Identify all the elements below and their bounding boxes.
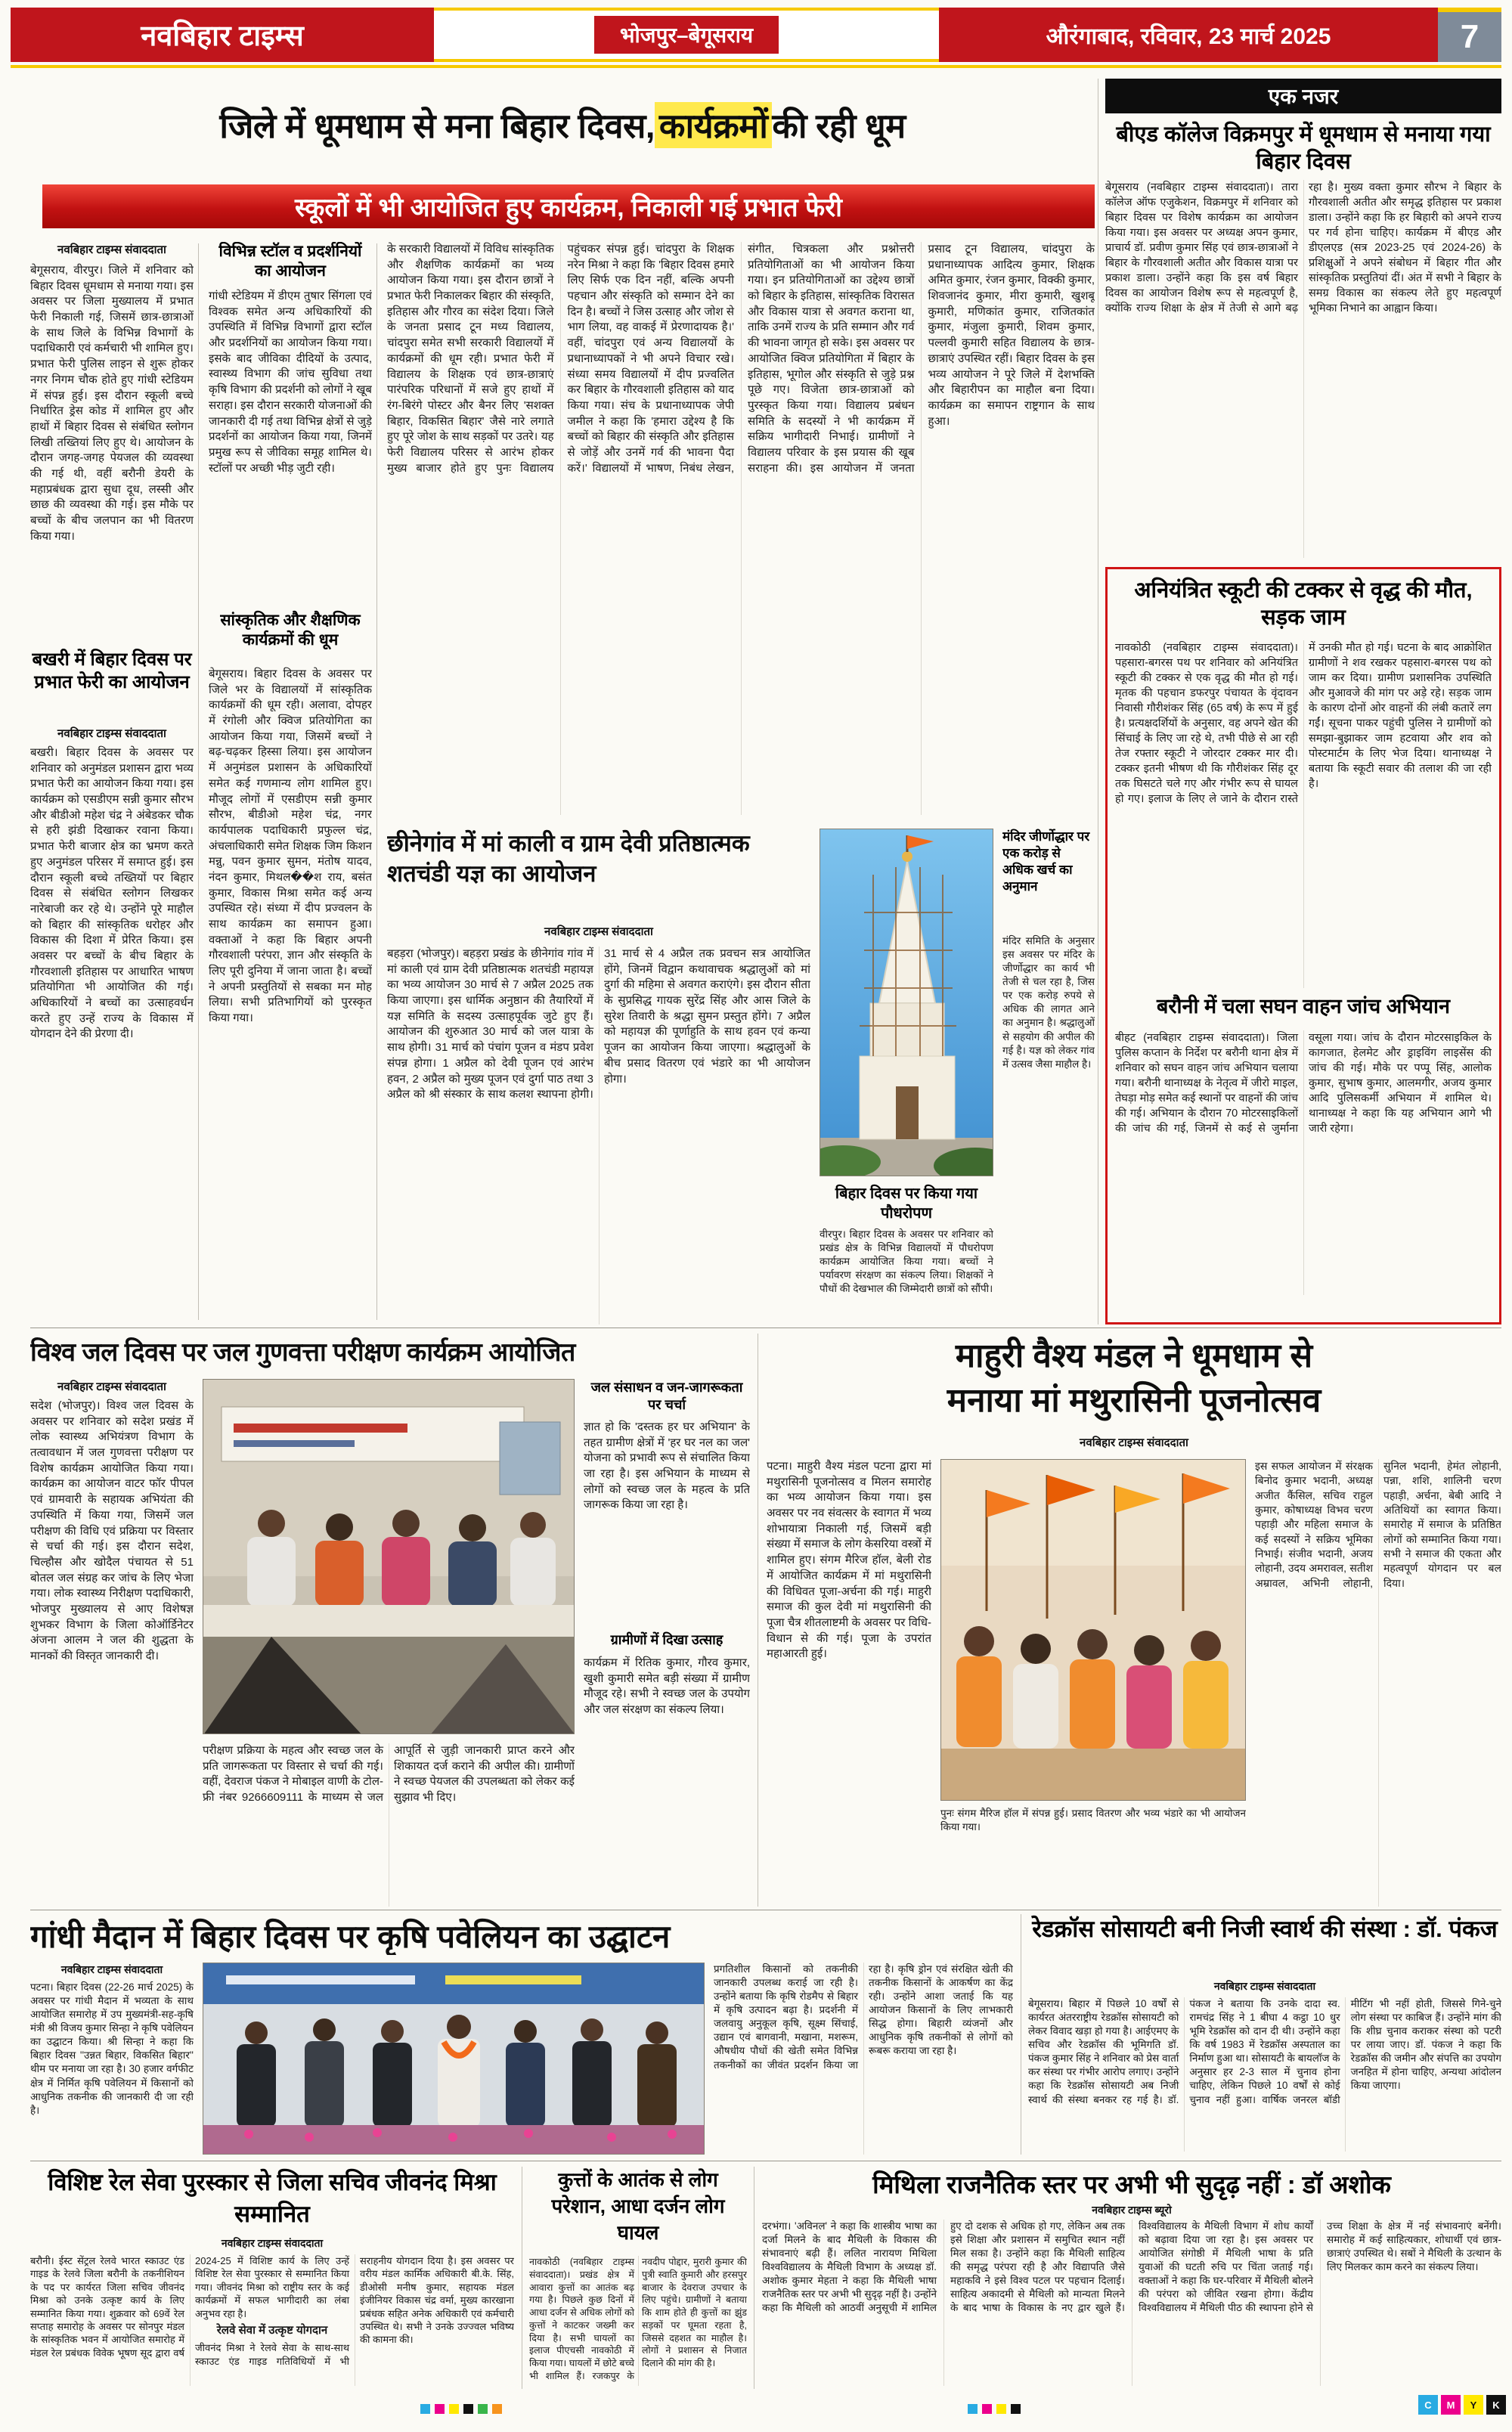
- rail-subhead: रेलवे सेवा में उत्कृष्ट योगदान: [216, 2324, 328, 2338]
- edition-label: भोजपुर–बेगूसराय: [594, 16, 779, 54]
- gandhi-block: [30, 1914, 1013, 2155]
- beed-text: बेगूसराय (नवबिहार टाइम्स संवाददाता)। तारा कॉलेज ऑफ एजुकेशन, विक्रमपुर में शनिवार को बिहार दिवस पर विशेष कार्यक्रम का आयोजन किया गया। इस अवसर पर अध्यक्ष अपन कुमार, प्राचार्य डॉ. प्रवीण कुमार सिंह एवं छात्र-छात्राओं ने बिहार के गौरवशाली अतीत और विकास यात्रा पर प्रकाश डाला। उन्होंने कहा कि इस वर्ष बिहार दिवस का आयोजन विशेष रूप से महत्वपूर्ण है, क्योंकि राज्य शिक्षा के क्षेत्र में तेजी से आगे बढ़ रहा है। मुख्य वक्ता कुमार सौरभ ने बिहार के गौरवशाली अतीत और समृद्ध इतिहास पर प्रकाश डाला। उन्होंने कहा कि हर बिहारी को अपने राज्य पर गर्व होना चाहिए। कार्यक्रम में बीएड और डीएलएड (सत्र 2023-25 एवं 2024-26) के प्रशिक्षुओं ने अपने संबोधन में बिहार गीत और सांस्कृतिक प्रस्तुतियां दीं। अंत में सभी ने बिहार के समग्र विकास का संकल्प लेते हुए महत्वपूर्ण भूमिका निभाने का आह्वान किया।: [1105, 181, 1501, 314]
- green-dot: [478, 2404, 488, 2414]
- yellow-dot: [996, 2404, 1006, 2414]
- redcross-block: [1028, 1914, 1501, 2155]
- black-dot: [1011, 2404, 1021, 2414]
- water-testing-photo: [203, 1379, 575, 1734]
- rail-text-2: जीवनंद मिश्रा ने रेलवे सेवा के साथ-साथ स्काउट एंड गाइड गतिविधियों में भी सराहनीय योगदान दिया है। इस अवसर पर वरीय मंडल कार्मिक अधिकारी बी.के. सिंह, डीओसी मनीष कुमार, सहायक मंडल इंजीनियर विकास चंद्र वर्मा, मुख्य कारखाना प्रबंधक सहित अनेक अधिकारी एवं कर्मचारी उपस्थित थे। सभी ने उनके उज्ज्वल भविष्य की कामना की।: [195, 2255, 514, 2367]
- masthead-bar: [11, 8, 1501, 62]
- bakhri-headline: बखरी में बिहार दिवस पर प्रभात फेरी का आयोजन: [32, 649, 192, 692]
- lead-body-right: के सरकारी विद्यालयों में विविध सांस्कृतिक और शैक्षणिक कार्यक्रमों का भव्य आयोजन किया गया। इस दौरान छात्रों ने प्रभात फेरी निकालकर बिहार की संस्कृति, इतिहास और गौरव का संदेश दिया। जिले के जनता प्रसाद टून मध्य विद्यालय, चांदपुरा समेत सभी सरकारी विद्यालयों में कार्यक्रमों की धूम रही। प्रभात फेरी में विद्यालय के शिक्षक एवं छात्र-छात्राएं पारंपरिक परिधानों में सजे हुए हाथों में रंग-बिरंगे पोस्टर और बैनर लिए 'सशक्त बिहार, विकसित बिहार' जैसे नारे लगाते हुए पूरे जोश के साथ सड़कों पर उतरे। यह फेरी विद्यालय परिसर से आरंभ होकर मुख्य बाजार होते हुए पुनः विद्यालय पहुंचकर संपन्न हुई। चांदपुरा के शिक्षक नरेन मिश्रा ने कहा कि 'बिहार दिवस हमारे लिए सिर्फ एक दिन नहीं, बल्कि अपनी पहचान और संस्कृति को सम्मान देने का दिन है। बच्चों ने जिस उत्साह और जोश से भाग लिया, वह वाकई में प्रेरणादायक है।' वहीं, चांदपुरा एवं अन्य विद्यालयों के प्रधानाध्यापकों ने भी अपने विचार रखे। संध्या समय विद्यालयों में दीप प्रज्वलित कर बिहार के गौरवशाली इतिहास को याद किया गया। संच के प्रधानाध्यापक जेपी जमील ने कहा कि 'हमारा उद्देश्य है कि बच्चों को बिहार की संस्कृति और इतिहास से जोड़ें और उनमें गर्व की भावना पैदा करें।' विद्यालयों में भाषण, निबंध लेखन, संगीत, चित्रकला और प्रश्नोत्तरी प्रतियोगिताओं का भी आयोजन किया गया। इन प्रतियोगिताओं का उद्देश्य छात्रों को बिहार के इतिहास, सांस्कृतिक विरासत और विकास यात्रा से अवगत कराना था, ताकि उनमें राज्य के प्रति सम्मान और गर्व की भावना जागृत हो सके। इस अवसर पर आयोजित क्विज प्रतियोगिता में बिहार के इतिहास, भूगोल और संस्कृति से जुड़े प्रश्न पूछे गए। विजेता छात्र-छात्राओं को पुरस्कृत किया गया। विद्यालय प्रबंधन समिति के सदस्यों ने भी कार्यक्रम में सक्रिय भागीदारी निभाई। ग्रामीणों ने विद्यालय परिवार के इस प्रयास की खूब सराहना की। इस आयोजन में जनता प्रसाद टून विद्यालय, चांदपुरा के प्रधानाध्यापक आदित्य कुमार, शिक्षक अमित कुमार, रंजन कुमार, विक्की कुमार, शिवजानंद कुमार, मीरा कुमारी, खुशबू कुमारी, मणिकांत कुमार, राजितकांत कुमार, मंजुला कुमारी, शिवम कुमार, पल्लवी कुमारी सहित विद्यालय के छात्र-छात्राएं उपस्थित रहीं। बिहार दिवस के इस भव्य आयोजन ने पूरे जिले में देशभक्ति और बिहारीपन का माहौल बना दिया। कार्यक्रम का समापन राष्ट्रगान के साथ हुआ।: [387, 243, 1095, 475]
- gandhi-right-text: प्रगतिशील किसानों को तकनीकी जानकारी उपलब्ध कराई जा रही है। उन्होंने बताया कि कृषि रोडमैप से बिहार में कृषि उत्पादन बढ़ा है। प्रदर्शनी में जलवायु अनुकूल कृषि, सूक्ष्म सिंचाई, उद्यान एवं बागवानी, मखाना, मशरूम, औषधीय पौधों की खेती समेत विभिन्न तकनीकों का जीवंत प्रदर्शन किया जा रहा है। कृषि ड्रोन एवं संरक्षित खेती की तकनीक किसानों के आकर्षण का केंद्र रही। उन्होंने आशा जताई कि यह आयोजन किसानों के लिए लाभकारी सिद्ध होगा। बिहारी व्यंजनों और आधुनिक कृषि तकनीकों से लोगों को रूबरू कराया जा रहा है।: [714, 1963, 1013, 2071]
- rail-text-1: बरौनी। ईस्ट सेंट्रल रेलवे भारत स्काउट एंड गाइड के रेलवे जिला बरौनी के तकनीशियन के पद पर कार्यरत जिला सचिव जीवनंद मिश्रा को उनके उत्कृष्ट कार्य के लिए सम्मानित किया गया। शुक्रवार को 69वें रेल सप्ताह समारोह के अवसर पर सोनपुर मंडल के सांस्कृतिक भवन में आयोजित समारोह में मंडल रेल प्रबंधक विवेक भूषण सूद द्वारा वर्ष 2024-25 में विशिष्ट कार्य के लिए उन्हें विशिष्ट रेल सेवा पुरस्कार से सम्मानित किया गया। जीवनंद मिश्रा को राष्ट्रीय स्तर के कई कार्यक्रमों में सफल भागीदारी का लंबा अनुभव रहा है।: [30, 2255, 349, 2359]
- magenta-dot: [982, 2404, 992, 2414]
- registration-marks-center: [968, 2404, 1021, 2414]
- mandir-column: [1002, 829, 1095, 1324]
- chhinegaon-byline: नवबिहार टाइम्स संवाददाता: [544, 925, 653, 938]
- kutte-block: [529, 2167, 747, 2389]
- temple-photo-art: [820, 829, 993, 1176]
- jal-byline: नवबिहार टाइम्स संवाददाता: [57, 1380, 166, 1393]
- mahuri-byline: नवबिहार टाइम्स संवाददाता: [1080, 1436, 1188, 1449]
- chhinegaon-block: [387, 829, 1095, 1324]
- jal-column-right: [584, 1379, 750, 1907]
- mithila-headline: मिथिला राजनैतिक स्तर पर अभी भी सुदृढ़ नहीं : डॉ अशोक: [872, 2170, 1391, 2198]
- paudharopan-block: [820, 1184, 993, 1324]
- page-number: 7: [1438, 8, 1501, 62]
- jal-utsah-text: कार्यक्रम में रितिक कुमार, गौरव कुमार, खुशी कुमारी समेत बड़ी संख्या में ग्रामीण मौजूद रहे। सभी ने स्वच्छ जल के उपयोग और जल संरक्षण का संकल्प लिया।: [584, 1656, 750, 1717]
- chhinegaon-text: बहड़रा (भोजपुर)। बहड़रा प्रखंड के छीनेगांव गांव में मां काली एवं ग्राम देवी प्रतिष्ठात्मक शतचंडी महायज्ञ का भव्य आयोजन 30 मार्च से 7 अप्रैल 2025 तक किया जाएगा। इस धार्मिक अनुष्ठान की तैयारियों में यज्ञ समिति के सदस्य उत्साहपूर्वक जुटे हुए हैं। आयोजन की शुरुआत 30 मार्च को जल यात्रा के साथ होगी। 31 मार्च को पंचांग पूजन व मंडप प्रवेश संपन्न होगा। 1 अप्रैल को देवी पूजन एवं आरंभ हवन, 2 अप्रैल को मुख्य पूजन एवं दुर्गा पाठ तथा 3 अप्रैल को श्री संस्कार के साथ कलश स्थापना होगी। 31 मार्च से 4 अप्रैल तक प्रवचन सत्र आयोजित होंगे, जिनमें विद्वान कथावाचक श्रद्धालुओं को मां दुर्गा की महिमा से अवगत कराएंगे। इस दौरान सीता के सुप्रसिद्ध गायक सुरेंद्र सिंह और आस जिले के सुरेश तिवारी के श्रद्धा सुमन प्रस्तुत होंगे। 7 अप्रैल को महायज्ञ की पूर्णाहुति के साथ हवन एवं कन्या पूजन का आयोजन किया जाएगा। श्रद्धालुओं के बीच प्रसाद वितरण एवं भंडारे का भी आयोजन होगा।: [387, 947, 810, 1101]
- paudharopan-headline: बिहार दिवस पर किया गया पौधरोपण: [835, 1185, 978, 1222]
- cultural-text: बेगूसराय। बिहार दिवस के अवसर पर जिले भर के विद्यालयों में सांस्कृतिक कार्यक्रमों की धूम रही। अलावा, दोपहर में रंगोली और क्विज प्रतियोगिता का आयोजन किया गया, जिसमें बच्चों ने बढ़-चढ़कर हिस्सा लिया। इस आयोजन में अनुमंडल प्रशासन के अधिकारियों समेत कई गणमान्य लोग शामिल हुए। मौजूद लोगों में एसडीएम सन्नी कुमार सौरभ, बीडीओ महेश चंद्र, नगर कार्यपालक पदाधिकारी प्रफुल्ल चंद्र, अंचलाधिकारी समेत शिक्षक जिम किशन मन्नु, पवन कुमार सुमन, मंतोष यादव, नंदन कुमार, मिथल��श राय, बसंत कुमार, विकास मिश्रा समेत कई अन्य उपस्थित रहे। संध्या में दीप प्रज्वलन के साथ कार्यक्रम का समापन हुआ। वक्ताओं ने कहा कि बिहार अपनी गौरवशाली परंपरा, ज्ञान और संस्कृति के लिए पूरी दुनिया में जाना जाता है। बच्चों ने अपनी प्रस्तुतियों से सबका मन मोह लिया। सभी प्रतिभागियों को पुरस्कृत किया गया।: [209, 668, 372, 1025]
- sidebar-red-box: [1105, 567, 1501, 1324]
- water-testing-photo-art: [203, 1380, 575, 1734]
- gandhi-headline: गांधी मैदान में बिहार दिवस पर कृषि पवेलियन का उद्घाटन: [30, 1919, 671, 1954]
- lead-headline-pre: जिले में धूमधाम से मना बिहार दिवस,: [219, 106, 655, 145]
- barauni-text: बीहट (नवबिहार टाइम्स संवाददाता)। जिला पुलिस कप्तान के निर्देश पर बरौनी थाना क्षेत्र में शनिवार को सघन वाहन जांच अभियान चलाया गया। बरौनी थानाध्यक्ष के नेतृत्व में जीरो माइल, तेघड़ा मोड़ समेत कई स्थानों पर वाहनों की जांच की गई। अभियान के दौरान 70 मोटरसाइकिलों की जांच की गई, जिनमें से कई से जुर्माना वसूला गया। जांच के दौरान मोटरसाइकिल के कागजात, हेलमेट और ड्राइविंग लाइसेंस की जांच की गई। मौके पर पप्पू सिंह, आलोक कुमार, सुभाष कुमार, आलमगीर, अजय कुमार आदि पुलिसकर्मी अभियान में शामिल थे। थानाध्यक्ष ने कहा कि यह अभियान आगे भी जारी रहेगा।: [1115, 1032, 1492, 1135]
- mandir-text: मंदिर समिति के अनुसार इस अवसर पर मंदिर के जीर्णोद्धार का कार्य भी तेजी से चल रहा है, जिस पर एक करोड़ रुपये से अधिक की लागत आने का अनुमान है। श्रद्धालुओं से सहयोग की अपील की गई है। यज्ञ को लेकर गांव में उत्सव जैसा माहौल है।: [1002, 935, 1095, 1070]
- cyan-dot: [420, 2404, 430, 2414]
- stall-text: गांधी स्टेडियम में डीएम तुषार सिंगला एवं विश्वक समेत अन्य अधिकारियों की उपस्थिति में विभिन्न विभागों द्वारा स्टॉल और प्रदर्शनियों का आयोजन किया गया। इसके बाद जीविका दीदियों के उत्पाद, स्वास्थ्य विभाग की जांच सुविधा तथा कृषि विभाग की प्रदर्शनी को लोगों ने खूब सराहा। इस दौरान सरकारी योजनाओं की जानकारी दी गई तथा विभिन्न क्षेत्रों से जुड़े प्रदर्शनों का आयोजन किया गया, जिनमें प्रमुख रूप से जीविका समूह शामिल थे। स्टॉलों पर अच्छी भीड़ जुटी रही।: [209, 290, 372, 475]
- jal-utsah-subhead: ग्रामीणों में दिखा उत्साह: [610, 1632, 723, 1647]
- column-divider: [376, 243, 377, 1320]
- jal-right-text: ज्ञात हो कि 'दस्तक हर घर अभियान' के तहत ग्रामीण क्षेत्रों में 'हर घर नल का जल' योजना को प्रभावी रूप से संचालित किया जा रहा है। इस अभियान के माध्यम से लोगों को स्वच्छ जल के महत्व के प्रति जागरूक किया जा रहा है।: [584, 1420, 750, 1512]
- mahuri-under-text: पुनः संगम मैरिज हॉल में संपन्न हुई। प्रसाद वितरण और भव्य भंडारे का भी आयोजन किया गया।: [940, 1808, 1246, 1833]
- lead-subheadline: स्कूलों में भी आयोजित हुए कार्यक्रम, निकाली गई प्रभात फेरी: [42, 184, 1095, 228]
- ek-najar-title: एक नजर: [1105, 79, 1501, 113]
- rail-block: [30, 2167, 514, 2389]
- jal-right-subhead: जल संसाधन व जन-जागरूकता पर चर्चा: [590, 1380, 743, 1413]
- paudharopan-text: वीरपुर। बिहार दिवस के अवसर पर शनिवार को प्रखंड क्षेत्र के विभिन्न विद्यालयों में पौधरोपण कार्यक्रम आयोजित किया गया। बच्चों ने पर्यावरण संरक्षण का संकल्प लिया। शिक्षकों ने पौधों की देखभाल की जिम्मेदारी छात्रों को सौंपी।: [820, 1228, 993, 1295]
- mahuri-headline-line1: माहुरी वैश्य मंडल ने धूमधाम से: [955, 1337, 1313, 1374]
- lead-byline: नवबिहार टाइम्स संवाददाता: [57, 243, 166, 256]
- lead-headline-post: की रही धूम: [772, 106, 906, 145]
- cmyk-k: K: [1486, 2395, 1506, 2415]
- lead-headline: [30, 79, 1095, 171]
- mithila-text: दरभंगा। 'अविनल' ने कहा कि शास्त्रीय भाषा का दर्जा मिलने के बाद मैथिली के विकास की संभावनाएं बढ़ी हैं। ललित नारायण मिथिला विश्वविद्यालय के मैथिली विभाग के अध्यक्ष डॉ. अशोक कुमार मेहता ने कहा कि मैथिली भाषा राजनैतिक स्तर पर अभी भी सुदृढ़ नहीं है। उन्होंने कहा कि मैथिली को आठवीं अनुसूची में शामिल हुए दो दशक से अधिक हो गए, लेकिन अब तक इसे शिक्षा और प्रशासन में समुचित स्थान नहीं मिल सका है। उन्होंने कहा कि मैथिली साहित्य की समृद्ध परंपरा रही है और विद्यापति जैसे महाकवि ने इसे विश्व पटल पर पहचान दिलाई। साहित्य अकादमी से मैथिली को मान्यता मिलने के बाद भाषा के विकास के नए द्वार खुले हैं। विश्वविद्यालय के मैथिली विभाग में शोध कार्यों को बढ़ावा दिया जा रहा है। इस अवसर पर आयोजित संगोष्ठी में मैथिली भाषा के प्रति युवाओं की घटती रुचि पर चिंता जताई गई। वक्ताओं ने कहा कि घर-परिवार में मैथिली बोलने की परंपरा को जीवित रखना होगा। केंद्रीय विश्वविद्यालय में मैथिली पीठ की स्थापना होने से उच्च शिक्षा के क्षेत्र में नई संभावनाएं बनेंगी। समारोह में कई साहित्यकार, शोधार्थी एवं छात्र-छात्राएं उपस्थित थे। सबों ने मैथिली के उत्थान के लिए मिलकर काम करने का संकल्प लिया।: [762, 2220, 1501, 2314]
- mahuri-procession-photo: [940, 1459, 1246, 1801]
- rail-byline: नवबिहार टाइम्स संवाददाता: [221, 2237, 324, 2249]
- mahuri-col1-text: पटना। माहुरी वैश्य मंडल पटना द्वारा मां मथुरासिनी पूजनोत्सव व मिलन समारोह का भव्य आयोजन किया गया। इस अवसर पर नव संवत्सर के स्वागत में भव्य शोभायात्रा निकाली गई, जिसमें बड़ी संख्या में समाज के लोग केसरिया वस्त्रों में शामिल हुए। संगम मैरिज हॉल, बेली रोड में आयोजित कार्यक्रम में मां मथुरासिनी की विधिवत पूजा-अर्चना की गई। माहुरी समाज की कुल देवी मां मथुरासिनी की पूजा चैत्र शीतलाष्टमी के अवसर पर विधि-विधान से की गई। पूजा के उपरांत महाआरती हुई।: [767, 1460, 931, 1661]
- redcross-byline: नवबिहार टाइम्स संवाददाता: [1213, 1980, 1316, 1992]
- lead-col1-text: बेगूसराय, वीरपुर। जिले में शनिवार को बिहार दिवस धूमधाम से मनाया गया। इस अवसर पर जिला मुख्यालय में प्रभात फेरी निकाली गई, जिसमें छात्र-छात्राओं के साथ जिले के विभिन्न विभागों के पदाधिकारी एवं कर्मचारी भी शामिल हुए। प्रभात फेरी पुलिस लाइन से शुरू होकर नगर निगम चौक होते हुए गांधी स्टेडियम में संपन्न हुई। इस दौरान स्कूली बच्चे निर्धारित ड्रेस कोड में शामिल हुए और हाथों में बिहार दिवस से संबंधित स्लोगन लिखी तख्तियां लिए हुए थे। आयोजन के दौरान जगह-जगह पेयजल की व्यवस्था की गई थी, वहीं बरौनी डेयरी के महाप्रबंधक द्वारा सुधा दूध, लस्सी और छाछ की व्यवस्था की गई। इस मौके पर बच्चों के बीच जलपान का भी वितरण किया गया।: [30, 264, 194, 543]
- lead-column-1: [30, 242, 194, 1324]
- redcross-headline: रेडक्रॉस सोसायटी बनी निजी स्वार्थ की संस्था : डॉ. पंकज: [1032, 1916, 1498, 1942]
- cyan-dot: [968, 2404, 978, 2414]
- cultural-subhead: सांस्कृतिक और शैक्षणिक कार्यक्रमों की धूम: [220, 612, 361, 649]
- scooty-text: नावकोठी (नवबिहार टाइम्स संवाददाता)। पहसारा-बगरस पथ पर शनिवार को अनियंत्रित स्कूटी की टक्कर से एक वृद्ध की मौत हो गई। मृतक की पहचान डफरपुर पंचायत के वृंदावन निवासी गौरीशंकर सिंह (65 वर्ष) के रूप में हुई है। प्रत्यक्षदर्शियों के अनुसार, वह अपने खेत की सिंचाई के लिए जा रहे थे, तभी पीछे से आ रही तेज रफ्तार स्कूटी ने जोरदार टक्कर मार दी। टक्कर इतनी भीषण थी कि गौरीशंकर सिंह दूर तक घिसटते चले गए और गंभीर रूप से घायल हो गए। इलाज के लिए ले जाने के दौरान रास्ते में उनकी मौत हो गई। घटना के बाद आक्रोशित ग्रामीणों ने शव रखकर पहसारा-बगरस पथ को जाम कर दिया। ग्रामीण प्रशासनिक उपस्थिति और मुआवजे की मांग पर अड़े रहे। सड़क जाम के कारण दोनों ओर वाहनों की लंबी कतारें लग गईं। सूचना पाकर पहुंची पुलिस ने ग्रामीणों को समझा-बुझाकर जाम हटवाया और शव को पोस्टमार्टम के लिए भेज दिया। थानाध्यक्ष ने बताया कि स्कूटी सवार की तलाश की जा रही है।: [1115, 642, 1492, 805]
- rail-body: [30, 2254, 514, 2386]
- gandhi-left-text: पटना। बिहार दिवस (22-26 मार्च 2025) के अवसर पर गांधी मैदान में भव्यता के साथ आयोजित समारोह में उप मुख्यमंत्री-सह-कृषि मंत्री श्री विजय कुमार सिन्हा ने कृषि पवेलियन का उद्घाटन किया। श्री सिन्हा ने कहा कि बिहार दिवस ''उन्नत बिहार, विकसित बिहार'' थीम पर मनाया जा रहा है। 30 हजार वर्गफीट क्षेत्र में निर्मित कृषि पवेलियन में किसानों को आधुनिक तकनीक की जानकारी दी जा रही है।: [30, 1981, 194, 2116]
- stall-subhead: विभिन्न स्टॉल व प्रदर्शनियों का आयोजन: [218, 243, 362, 280]
- bakhri-byline: नवबिहार टाइम्स संवाददाता: [57, 727, 166, 740]
- bakhri-text: बखरी। बिहार दिवस के अवसर पर शनिवार को अनुमंडल प्रशासन द्वारा भव्य प्रभात फेरी का आयोजन किया गया। इस कार्यक्रम को एसडीएम सन्नी कुमार सौरभ और बीडीओ महेश चंद्र ने अंबेडकर चौक से हरी झंडी दिखाकर रवाना किया। प्रभात फेरी बाजार क्षेत्र का भ्रमण करते हुए अनुमंडल परिसर में समाप्त हुई। इस दौरान स्कूली बच्चे तख्तियों पर बिहार दिवस से संबंधित स्लोगन लिखकर नारेबाजी कर रहे थे। उन्होंने पूरे माहौल को बिहार की सांस्कृतिक धरोहर और विकास की दिशा में प्रेरित किया। इस अवसर पर बच्चों के बीच बिहार के गौरवशाली इतिहास पर आधारित भाषण प्रतियोगिता भी आयोजित की गई। अधिकारियों ने बच्चों का उत्साहवर्धन करते हुए उन्हें राज्य के विकास में योगदान देने की प्रेरणा दी।: [30, 746, 194, 1041]
- rail-headline: विशिष्ट रेल सेवा पुरस्कार से जिला सचिव जीवनंद मिश्रा सम्मानित: [48, 2169, 497, 2227]
- orange-dot: [492, 2404, 502, 2414]
- cmyk-y: Y: [1464, 2395, 1483, 2415]
- registration-marks-left: [420, 2404, 502, 2414]
- beed-headline: बीएड कॉलेज विक्रमपुर में धूमधाम से मनाया गया बिहार दिवस: [1116, 122, 1491, 175]
- ek-najar-sidebar: [1105, 79, 1501, 1324]
- krishi-pavilion-photo: [203, 1963, 705, 2155]
- magenta-dot: [435, 2404, 445, 2414]
- lead-headline-highlight: कार्यक्रमों: [655, 102, 772, 148]
- lead-column-2: [209, 242, 372, 1324]
- cmyk-c: C: [1418, 2395, 1438, 2415]
- mahuri-headline-line2: मनाया मां मथुरासिनी पूजनोत्सव: [947, 1382, 1321, 1420]
- dateline: औरंगाबाद, रविवार, 23 मार्च 2025: [939, 8, 1438, 62]
- jal-block: [30, 1334, 750, 1907]
- jal-headline: विश्व जल दिवस पर जल गुणवत्ता परीक्षण कार्यक्रम आयोजित: [30, 1338, 575, 1367]
- barauni-headline: बरौनी में चला सघन वाहन जांच अभियान: [1157, 995, 1450, 1018]
- jal-left-text: सदेश (भोजपुर)। विश्व जल दिवस के अवसर पर शनिवार को सदेश प्रखंड में लोक स्वास्थ्य अभियंत्रण विभाग के तत्वावधान में जल गुणवत्ता परीक्षण पर विशेष कार्यक्रम आयोजित किया गया। कार्यक्रम का आयोजन वाटर फॉर पीपल एवं ग्रामवारी के सहायक अभियंता की उपस्थिति में किया गया, जिसमें जल परीक्षण की विधि एवं प्रक्रिया पर विस्तार से चर्चा की गई। इस दौरान सदेश, चिल्हौस और खोदैल पंचायत से 51 बोतल जल संग्रह कर जांच के लिए भेजा गया। लोक स्वास्थ्य निरीक्षण पदाधिकारी, भोजपुर मुख्यालय से आए विशेषज्ञ शुभकर विभाग के जिला कोऑर्डिनेटर अंजना आलम ने जल की शुद्धता के मानकों की विस्तृत जानकारी दी।: [30, 1399, 194, 1662]
- jal-bottom-text: परीक्षण प्रक्रिया के महत्व और स्वच्छ जल के प्रति जागरूकता पर विस्तार से चर्चा की गई। वहीं, देवराज पंकज ने मोबाइल वाणी के टोल-फ्री नंबर 9266609111 के माध्यम से जल आपूर्ति से जुड़ी जानकारी प्राप्त करने और शिकायत दर्ज कराने की अपील की। ग्रामीणों ने स्वच्छ पेयजल की उपलब्धता को लेकर कई सुझाव भी दिए।: [203, 1744, 575, 1805]
- cmyk-m: M: [1441, 2395, 1461, 2415]
- black-dot: [463, 2404, 473, 2414]
- column-divider: [198, 243, 199, 1320]
- yellow-dot: [449, 2404, 459, 2414]
- header-rule: [11, 65, 1501, 68]
- temple-photo: [820, 829, 993, 1176]
- mithila-byline: नवबिहार टाइम्स ब्यूरो: [1092, 2204, 1172, 2216]
- chhinegaon-headline: छीनेगांव में मां काली व ग्राम देवी प्रतिष्ठात्मक शतचंडी यज्ञ का आयोजन: [387, 830, 750, 887]
- mithila-block: [762, 2167, 1501, 2389]
- kutte-headline: कुत्तों के आतंक से लोग परेशान, आधा दर्जन लोग घायल: [551, 2168, 725, 2245]
- jal-column-1: [30, 1379, 194, 1907]
- kutte-text: नावकोठी (नवबिहार टाइम्स संवाददाता)। प्रखंड क्षेत्र में आवारा कुत्तों का आतंक बढ़ गया है। पिछले कुछ दिनों में आधा दर्जन से अधिक लोगों को कुत्तों ने काटकर जख्मी कर दिया है। सभी घायलों का इलाज पीएचसी नावकोठी में किया गया। घायलों में छोटे बच्चे भी शामिल हैं। रजकपुर के नवदीप पोद्दार, मुरारी कुमार की पुत्री स्वाति कुमारी और हरसपुर बाजार के देवराज उपचार के लिए पहुंचे। ग्रामीणों ने बताया कि शाम होते ही कुत्तों का झुंड सड़कों पर घूमता रहता है, जिससे दहशत का माहौल है। लोगों ने प्रशासन से निजात दिलाने की मांग की है।: [529, 2257, 747, 2381]
- redcross-text: बेगूसराय। बिहार में पिछले 10 वर्षों से कार्यरत अंतरराष्ट्रीय रेडक्रॉस सोसायटी को लेकर विवाद खड़ा हो गया है। आईएमए के सचिव और रेडक्रॉस की भूमिगति डॉ. पंकज कुमार सिंह ने शनिवार को प्रेस वार्ता कर संस्था पर गंभीर आरोप लगाए। उन्होंने कहा कि रेडक्रॉस सोसायटी अब निजी स्वार्थ की संस्था बनकर रह गई है। डॉ. पंकज ने बताया कि उनके दादा स्व. रामचंद्र सिंह ने 1 बीघा 4 कट्ठा 10 धुर भूमि रेडक्रॉस को दान दी थी। उन्होंने कहा कि वर्ष 1983 में रेडक्रॉस अस्पताल का निर्माण हुआ था। सोसायटी के बायलॉज के अनुसार हर 2-3 साल में चुनाव होना चाहिए, लेकिन पिछले 10 वर्षों से कोई चुनाव नहीं हुआ। वार्षिक जनरल बॉडी मीटिंग भी नहीं होती, जिससे गिने-चुने लोग संस्था पर काबिज हैं। उन्होंने मांग की कि शीघ्र चुनाव कराकर संस्था को पटरी पर लाया जाए। डॉ. पंकज ने कहा कि रेडक्रॉस की जमीन और संपत्ति का उपयोग जनहित में होना चाहिए, अन्यथा आंदोलन किया जाएगा।: [1028, 1998, 1501, 2105]
- edition-band: [434, 8, 939, 62]
- scooty-headline: अनियंत्रित स्कूटी की टक्कर से वृद्ध की मौत, सड़क जाम: [1134, 578, 1473, 630]
- cmyk-color-block: [1418, 2395, 1506, 2415]
- krishi-pavilion-photo-art: [203, 1963, 705, 2155]
- mahuri-photo-art: [941, 1460, 1246, 1801]
- mahuri-block: [767, 1334, 1501, 1907]
- masthead-title: नवबिहार टाइम्स: [11, 8, 434, 62]
- mahuri-right-text: इस सफल आयोजन में संरक्षक बिनोद कुमार भदानी, अध्यक्ष अजीत कैंसिल, सचिव राहुल कुमार, कोषाध्यक्ष विभव चरण पहाड़ी और महिला समाज के कई सदस्यों ने सक्रिय भूमिका निभाई। संजीव भदानी, अजय लोहानी, उदय अमरावल, सतीश अम्रावल, अभिनी लोहानी, सुनिल भदानी, हेमंत लोहानी, पन्ना, शशि, शालिनी चरण पहाड़ी, अर्चना, बेबी आदि ने अतिथियों का स्वागत किया। समारोह में समाज के प्रतिष्ठित लोगों को सम्मानित किया गया। सभी ने समाज की एकता और महत्वपूर्ण योगदान पर बल दिया।: [1255, 1460, 1501, 1589]
- gandhi-byline: नवबिहार टाइम्स संवाददाता: [60, 1963, 163, 1975]
- gandhi-column-1: [30, 1963, 194, 2155]
- mahuri-headline: [767, 1334, 1501, 1430]
- mandir-subhead: मंदिर जीर्णोद्धार पर एक करोड़ से अधिक खर्च का अनुमान: [1002, 829, 1090, 894]
